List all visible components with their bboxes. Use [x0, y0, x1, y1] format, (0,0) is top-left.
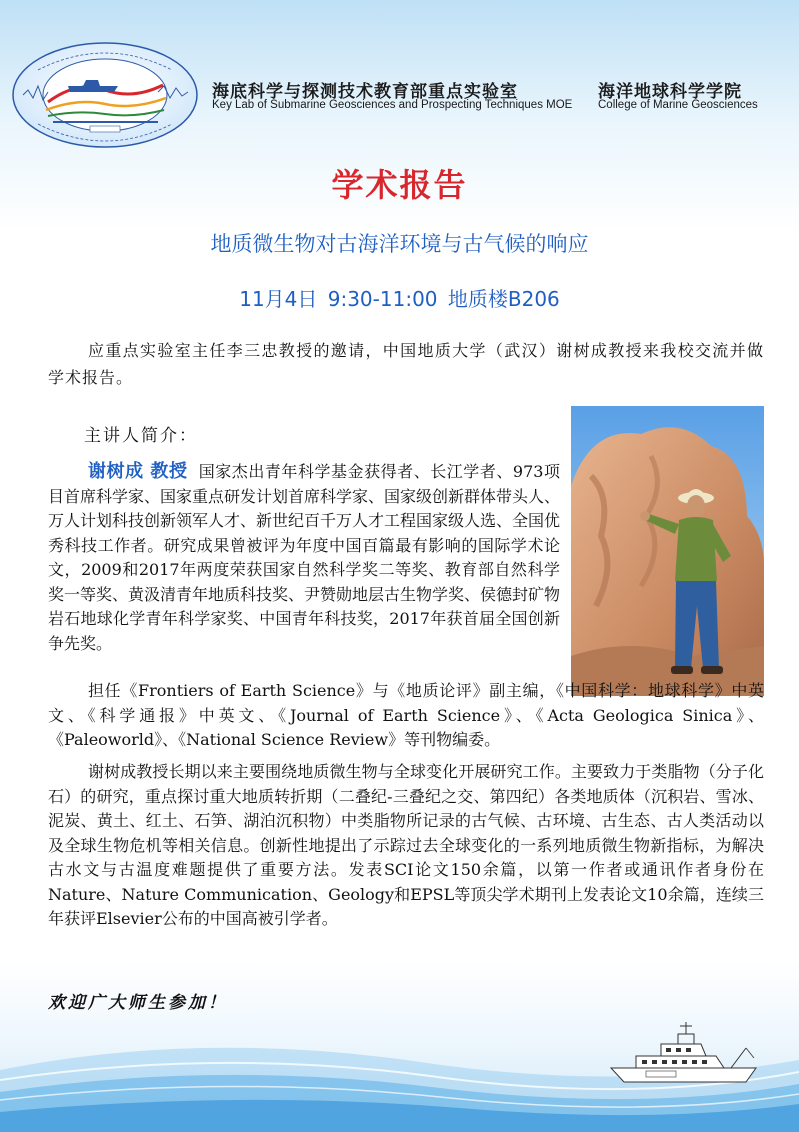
research-vessel-illustration: [606, 1018, 766, 1088]
lab-name-cn: 海底科学与探测技术教育部重点实验室: [212, 82, 518, 102]
welcome-message: 欢迎广大师生参加！: [48, 993, 228, 1013]
time-and-place: 11月4日 9:30-11:00 地质楼B206: [239, 287, 560, 311]
college-name-en: College of Marine Geosciences: [598, 99, 758, 111]
speaker-heading: 主讲人简介：: [84, 426, 198, 446]
speaker-name: 谢树成 教授: [88, 461, 188, 482]
bio-paragraph-3: 谢树成教授长期以来主要围绕地质微生物与全球变化开展研究工作。主要致力于类脂物（分子化石）的研究，重点探讨重大地质转折期（二叠纪-三叠纪之交、第四纪）各类地质体（沉积岩、雪冰、泥炭、黄土、红土、石笋、湖泊沉积物）中类脂物所记录的古气候、古环境、古生态、古人类活动以及全球生物危机等相关信息。创新性地提出了示踪过去全球变化的一系列地质微生物新指标，为解决古水文与古温度难题提供了重要方法。发表SCI论文150余篇，以第一作者或通讯作者身份在Nature、Nature Communication、Geology和EPSL等顶尖学术期刊上发表论文10余篇，连续三年获评Elsevier公布的中国高被引学者。: [48, 762, 764, 928]
lecture-topic: 地质微生物对古海洋环境与古气候的响应: [210, 232, 589, 256]
bio-paragraph-2: 担任《Frontiers of Earth Science》与《地质论评》副主编，《中国科学：地球科学》中英文、《科学通报》中英文、《Journal of Earth Science》、《Acta Geologica Sinica》、《Paleoworld》、《National Science Review》等刊物编委。: [48, 681, 764, 749]
speaker-photo: [571, 406, 764, 696]
intro-paragraph: 应重点实验室主任李三忠教授的邀请，中国地质大学（武汉）谢树成教授来我校交流并做学术报告。: [48, 341, 764, 387]
lab-logo: [8, 40, 198, 150]
lab-name-en: Key Lab of Submarine Geosciences and Prospecting Techniques MOE: [212, 99, 573, 111]
bio-text-1: 国家杰出青年科学基金获得者、长江学者、973项目首席科学家、国家重点研发计划首席科学家、国家级创新群体带头人、万人计划科技创新领军人才、新世纪百千万人才工程国家级人选、全国优秀科技工作者。研究成果曾被评为年度中国百篇最有影响的国际学术论文，2009和2017年两度荣获国家自然科学奖二等奖、教育部自然科学奖一等奖、黄汲清青年地质科技奖、尹赞勋地层古生物学奖、侯德封矿物岩石地球化学青年科学家奖、中国青年科技奖，2017年获首届全国创新争先奖。: [48, 462, 561, 653]
bio-paragraph-1: [48, 460, 560, 656]
college-name-cn: 海洋地球科学学院: [598, 82, 742, 102]
poster-title: 学术报告: [331, 166, 468, 204]
